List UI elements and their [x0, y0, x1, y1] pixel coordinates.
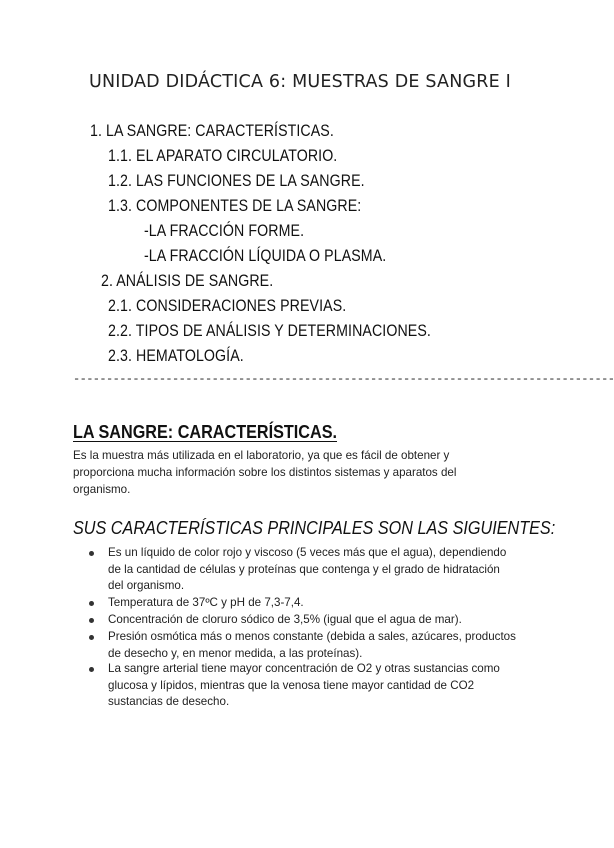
toc-item: 1.3. COMPONENTES DE LA SANGRE: — [108, 197, 362, 215]
toc-item: 1. LA SANGRE: CARACTERÍSTICAS. — [90, 122, 334, 140]
toc-item: 2. ANÁLISIS DE SANGRE. — [101, 272, 274, 290]
bullet-dot-icon — [89, 618, 94, 623]
list-item: Es un líquido de color rojo y viscoso (5 veces más que el agua), dependiendo de la cantidad de células y proteínas que contenga y el grado de hidratación del organismo. — [108, 546, 507, 592]
bullet-dot-icon — [89, 667, 94, 672]
bullet-dot-icon — [89, 551, 94, 556]
toc-item: 1.1. EL APARATO CIRCULATORIO. — [108, 147, 338, 165]
list-item: La sangre arterial tiene mayor concentración de O2 y otras sustancias como glucosa y lípidos, mientras que la venosa tiene mayor cantidad de CO2 sustancias de desecho. — [108, 662, 500, 708]
section-paragraph: Es la muestra más utilizada en el laboratorio, ya que es fácil de obtener y proporciona mucha información sobre los distintos sistemas y aparatos del organismo. — [73, 449, 457, 496]
list-item: Concentración de cloruro sódico de 3,5% (igual que el agua de mar). — [108, 613, 462, 626]
document-title: UNIDAD DIDÁCTICA 6: MUESTRAS DE SANGRE I — [88, 72, 512, 92]
toc-item: -LA FRACCIÓN FORME. — [144, 222, 305, 240]
dashed-divider: ---------------------------------------------------------------------------------- — [73, 372, 614, 386]
toc-item: 2.2. TIPOS DE ANÁLISIS Y DETERMINACIONES. — [108, 322, 431, 340]
toc-item: 1.2. LAS FUNCIONES DE LA SANGRE. — [108, 172, 365, 190]
list-item: Presión osmótica más o menos constante (debida a sales, azúcares, productos de desecho y, en menor medida, a las proteínas). — [108, 630, 516, 660]
bullet-dot-icon — [89, 601, 94, 606]
section-heading: LA SANGRE: CARACTERÍSTICAS. — [73, 422, 338, 442]
section-subheading: SUS CARACTERÍSTICAS PRINCIPALES SON LAS SIGUIENTES: — [73, 518, 556, 538]
toc-item: 2.3. HEMATOLOGÍA. — [108, 347, 244, 365]
toc-item: -LA FRACCIÓN LÍQUIDA O PLASMA. — [144, 247, 387, 265]
toc-item: 2.1. CONSIDERACIONES PREVIAS. — [108, 297, 347, 315]
bullet-dot-icon — [89, 635, 94, 640]
list-item: Temperatura de 37ºC y pH de 7,3-7,4. — [108, 596, 304, 609]
